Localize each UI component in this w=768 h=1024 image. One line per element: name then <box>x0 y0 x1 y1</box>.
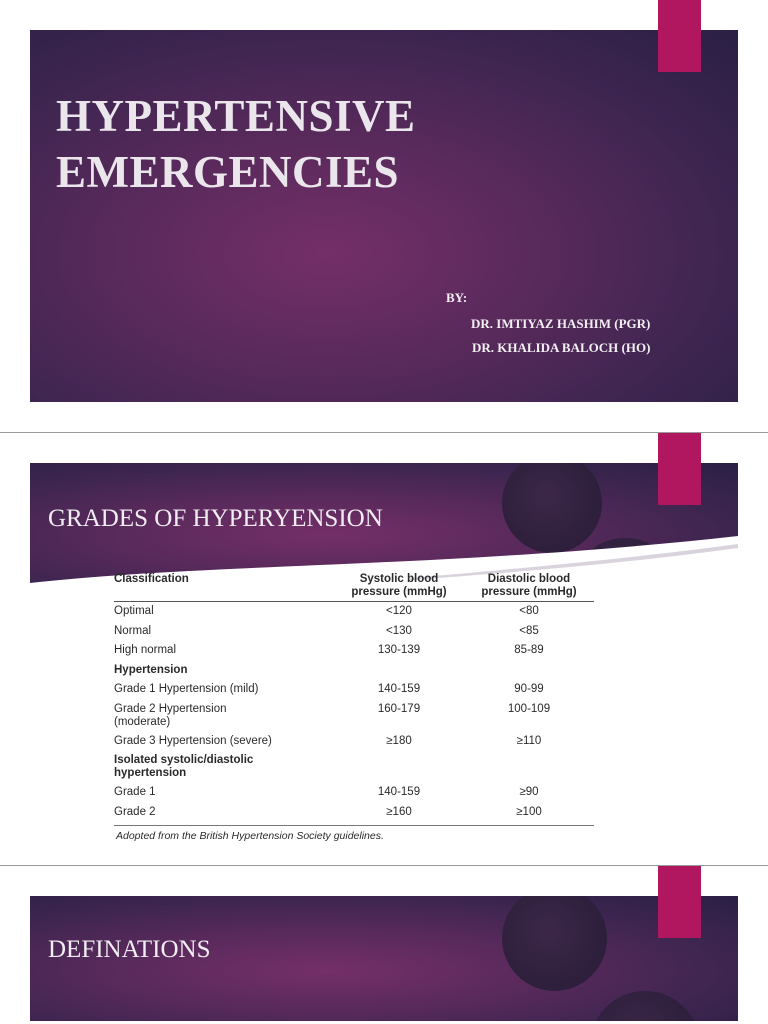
table-row <box>114 683 594 703</box>
row-systolic: <120 <box>386 605 412 617</box>
section-label-line2: hypertension <box>114 767 187 779</box>
table-section-row <box>114 754 594 786</box>
decorative-circle <box>590 991 700 1021</box>
table-header-row <box>114 573 594 602</box>
slide-heading: GRADES OF HYPERYENSION <box>48 505 383 532</box>
header-systolic <box>334 573 464 602</box>
slide-heading: DEFINATIONS <box>48 936 211 963</box>
slide-title <box>0 0 768 432</box>
row-label-line1: Grade 2 Hypertension <box>114 702 227 715</box>
row-systolic: <130 <box>386 624 412 637</box>
row-diastolic: ≥100 <box>464 806 594 826</box>
section-label: Hypertension <box>114 663 188 676</box>
header-diastolic <box>464 573 594 602</box>
row-diastolic: ≥90 <box>519 786 539 798</box>
table-section-row <box>114 664 594 684</box>
row-label: Grade 1 Hypertension (mild) <box>114 683 259 695</box>
accent-bar <box>658 866 701 938</box>
row-label: Grade 2 <box>114 806 334 826</box>
row-systolic: ≥160 <box>334 806 464 826</box>
presentation-title <box>56 88 416 200</box>
header-diastolic-line2: pressure (mmHg) <box>481 586 577 598</box>
row-label: Grade 3 Hypertension (severe) <box>114 734 272 747</box>
row-systolic: ≥180 <box>386 734 412 747</box>
table-footnote: Adopted from the British Hypertension Society guidelines. <box>116 830 384 842</box>
row-diastolic: <85 <box>519 624 539 637</box>
table-row <box>114 806 594 826</box>
row-systolic: 140-159 <box>377 786 421 798</box>
header-systolic-line1: Systolic blood <box>359 573 439 585</box>
table-row <box>114 786 594 806</box>
table-row <box>114 625 594 645</box>
table-row <box>114 644 594 664</box>
header-systolic-line2: pressure (mmHg) <box>351 586 447 598</box>
header-classification: Classification <box>114 573 189 585</box>
table-row <box>114 703 594 735</box>
section-label <box>114 754 594 786</box>
row-label-line2: (moderate) <box>114 715 171 728</box>
accent-bar <box>658 433 701 505</box>
row-label: Grade 1 <box>114 786 156 798</box>
row-diastolic: 90-99 <box>514 683 544 695</box>
header-diastolic-line1: Diastolic blood <box>487 573 571 585</box>
author-1: DR. IMTIYAZ HASHIM (PGR) <box>471 316 651 331</box>
row-systolic: 160-179 <box>377 702 421 715</box>
accent-bar <box>658 0 701 72</box>
author-2: DR. KHALIDA BALOCH (HO) <box>472 340 651 355</box>
section-label-line1: Isolated systolic/diastolic <box>114 754 254 766</box>
row-label: Normal <box>114 624 152 637</box>
by-label: BY: <box>446 290 468 305</box>
row-diastolic: 100-109 <box>507 702 551 715</box>
title-line-2: EMERGENCIES <box>56 147 400 197</box>
slide-definitions <box>0 866 768 1024</box>
bp-classification-table <box>114 573 594 826</box>
decorative-circle <box>502 896 607 991</box>
row-diastolic: ≥110 <box>516 734 542 747</box>
row-diastolic: 85-89 <box>514 644 544 656</box>
title-line-1: HYPERTENSIVE <box>56 91 416 141</box>
table-row <box>114 602 594 625</box>
row-diastolic: <80 <box>519 605 539 617</box>
row-label: High normal <box>114 644 176 656</box>
row-systolic: 130-139 <box>377 644 421 656</box>
row-label <box>114 703 334 735</box>
row-systolic: 140-159 <box>377 683 421 695</box>
slide-grades <box>0 433 768 865</box>
row-label: Optimal <box>114 605 154 617</box>
table-row <box>114 735 594 755</box>
